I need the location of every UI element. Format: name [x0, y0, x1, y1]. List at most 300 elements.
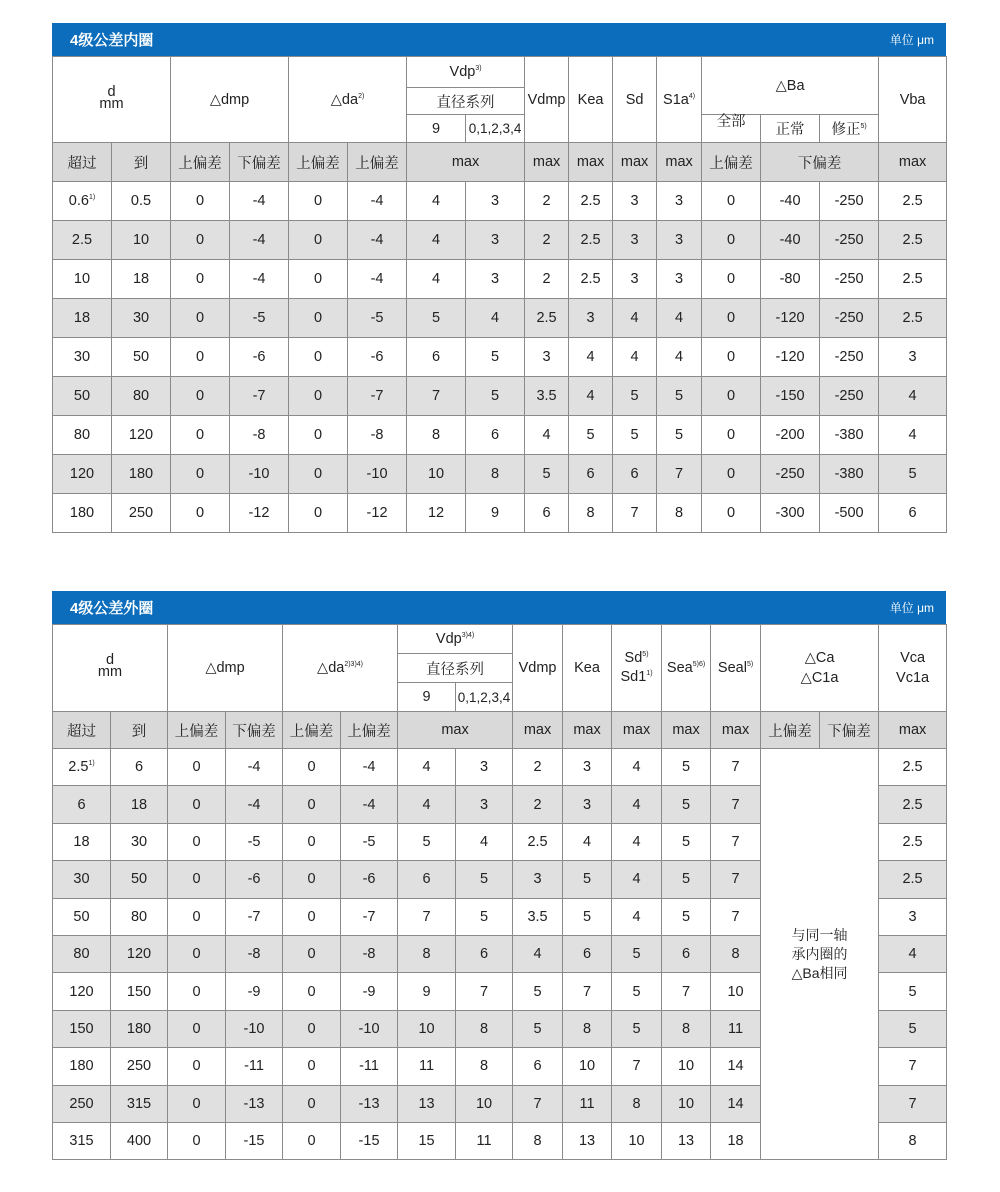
- table-cell-vdp9: 7: [398, 898, 456, 935]
- table-row: [53, 416, 947, 455]
- same-as-inner-ba-note: 与同一轴 承内圈的 △Ba相同: [761, 749, 879, 1160]
- outer-seal-header: Seal$^{5)}$: [711, 625, 761, 712]
- table-cell-to: 18: [111, 786, 168, 823]
- table-row: [53, 338, 947, 377]
- outer-vdmp-header: Vdmp: [513, 625, 563, 712]
- table-cell-dmp-u: 0: [171, 221, 230, 260]
- table-cell-sd: 4: [612, 786, 662, 823]
- table-cell-vdp0: 7: [456, 973, 513, 1010]
- table-cell-over: 180: [53, 1048, 111, 1085]
- table-cell-to: 80: [111, 898, 168, 935]
- table-cell-over: 80: [53, 416, 112, 455]
- inner-sub-over: 超过: [53, 143, 112, 182]
- table-cell-vdmp: 5: [525, 455, 569, 494]
- outer-sub-upper: 上偏差: [761, 712, 820, 749]
- table-cell-ba-n: -250: [761, 455, 820, 494]
- table-row: [53, 377, 947, 416]
- outer-sub-upper: 上偏差: [283, 712, 341, 749]
- inner-sub-upper: 上偏差: [702, 143, 761, 182]
- table-cell-da-l: -5: [348, 299, 407, 338]
- table-cell-seal: 7: [711, 823, 761, 860]
- table-cell-kea: 2.5: [569, 182, 613, 221]
- table-cell-vdp9: 4: [407, 182, 466, 221]
- table-cell-vba: 6: [879, 494, 947, 533]
- inner-s1a-header: $S1a^{4)}$: [657, 57, 702, 143]
- table-cell-dmp-u: 0: [168, 1085, 226, 1122]
- table-cell-dmp-l: -5: [226, 823, 283, 860]
- table-cell-vdp9: 9: [398, 973, 456, 1010]
- table-cell-sd: 4: [612, 823, 662, 860]
- table-cell-sd: 4: [612, 749, 662, 786]
- table-cell-dmp-u: 0: [168, 749, 226, 786]
- outer-diam-series-header: 直径系列: [398, 654, 513, 683]
- table-cell-da-u: 0: [283, 823, 341, 860]
- table-cell-vdp9: 6: [407, 338, 466, 377]
- table-cell-dmp-u: 0: [168, 861, 226, 898]
- table-cell-vba: 5: [879, 455, 947, 494]
- inner-sub-max: max: [569, 143, 613, 182]
- table-cell-over: 18: [53, 299, 112, 338]
- table-cell-s1a: 4: [657, 299, 702, 338]
- table-cell-to: 0.5: [112, 182, 171, 221]
- table-cell-sd: 5: [612, 935, 662, 972]
- table-cell-dmp-l: -6: [230, 338, 289, 377]
- table-cell-dmp-u: 0: [171, 260, 230, 299]
- table-cell-vdp0: 8: [466, 455, 525, 494]
- table-cell-sd: 3: [613, 260, 657, 299]
- table-cell-da-u: 0: [283, 935, 341, 972]
- table-cell-vba: 3: [879, 338, 947, 377]
- table-cell-da-u: 0: [283, 898, 341, 935]
- table-cell-ba-u: 0: [702, 377, 761, 416]
- table-cell-vdmp: 2: [525, 260, 569, 299]
- table-cell-vdp9: 6: [398, 861, 456, 898]
- table-cell-vdp9: 4: [407, 221, 466, 260]
- table-cell-s1a: 7: [657, 455, 702, 494]
- table-cell-vca: 5: [879, 1010, 947, 1047]
- table-cell-dmp-l: -10: [226, 1010, 283, 1047]
- table-cell-kea: 11: [563, 1085, 612, 1122]
- table-cell-da-l: -6: [348, 338, 407, 377]
- table-cell-vdp0: 6: [466, 416, 525, 455]
- table-cell-vdmp: 2.5: [513, 823, 563, 860]
- table-cell-ba-u: 0: [702, 260, 761, 299]
- outer-vca-header: Vca Vc1a: [879, 625, 947, 712]
- table-cell-vdp0: 6: [456, 935, 513, 972]
- table-cell-ba-n: -40: [761, 182, 820, 221]
- inner-sub-upper: 上偏差: [348, 143, 407, 182]
- table-cell-sd: 7: [613, 494, 657, 533]
- table-cell-vdp9: 8: [407, 416, 466, 455]
- table-cell-vca: 7: [879, 1048, 947, 1085]
- outer-sub-max: max: [612, 712, 662, 749]
- table-cell-to: 120: [111, 935, 168, 972]
- table-cell-kea: 13: [563, 1122, 612, 1159]
- table-cell-s1a: 3: [657, 182, 702, 221]
- table-cell-s1a: 5: [657, 416, 702, 455]
- table-cell-vdp9: 15: [398, 1122, 456, 1159]
- table-cell-vdmp: 7: [513, 1085, 563, 1122]
- outer-ring-title: 4级公差外圈: [70, 600, 154, 617]
- table-cell-sea: 7: [662, 973, 711, 1010]
- inner-sub-max: max: [879, 143, 947, 182]
- table-cell-vdp0: 5: [466, 377, 525, 416]
- table-cell-vca: 2.5: [879, 749, 947, 786]
- outer-series-01234-header: 0,1,2,3,4: [456, 683, 513, 712]
- table-cell-dmp-u: 0: [168, 1010, 226, 1047]
- outer-sub-max: max: [398, 712, 513, 749]
- table-cell-dmp-u: 0: [171, 455, 230, 494]
- table-cell-da-l: -11: [341, 1048, 398, 1085]
- inner-vba-header: Vba: [879, 57, 947, 143]
- table-cell-seal: 11: [711, 1010, 761, 1047]
- inner-ba-modified-header: 修正$^{5)}$: [820, 115, 879, 143]
- table-cell-kea: 3: [569, 299, 613, 338]
- table-cell-kea: 6: [563, 935, 612, 972]
- table-cell-da-l: -5: [341, 823, 398, 860]
- table-cell-to: 30: [111, 823, 168, 860]
- table-cell-s1a: 4: [657, 338, 702, 377]
- table-cell-sea: 10: [662, 1048, 711, 1085]
- table-row: [53, 182, 947, 221]
- table-cell-ba-n: -40: [761, 221, 820, 260]
- outer-sub-upper: 上偏差: [341, 712, 398, 749]
- table-cell-dmp-l: -11: [226, 1048, 283, 1085]
- inner-sub-upper: 上偏差: [289, 143, 348, 182]
- table-cell-over: 250: [53, 1085, 111, 1122]
- table-cell-vdp9: 13: [398, 1085, 456, 1122]
- table-cell-to: 50: [111, 861, 168, 898]
- table-cell-sd: 4: [612, 898, 662, 935]
- table-cell-over: 150: [53, 1010, 111, 1047]
- outer-sub-to: 到: [111, 712, 168, 749]
- table-cell-dmp-l: -4: [226, 749, 283, 786]
- inner-series-01234-header: 0,1,2,3,4: [466, 115, 525, 143]
- table-cell-to: 315: [111, 1085, 168, 1122]
- table-cell-vdp0: 8: [456, 1048, 513, 1085]
- table-cell-sd: 4: [612, 861, 662, 898]
- table-cell-vdp9: 8: [398, 935, 456, 972]
- table-cell-vdp0: 5: [456, 861, 513, 898]
- table-cell-da-l: -9: [341, 973, 398, 1010]
- table-cell-vdp0: 3: [466, 221, 525, 260]
- table-cell-s1a: 8: [657, 494, 702, 533]
- inner-ring-unit: 单位 μm: [889, 33, 934, 47]
- table-cell-dmp-l: -12: [230, 494, 289, 533]
- table-cell-da-l: -13: [341, 1085, 398, 1122]
- table-cell-sd: 4: [613, 299, 657, 338]
- table-cell-sd: 7: [612, 1048, 662, 1085]
- table-row: [53, 260, 947, 299]
- table-cell-over: 120: [53, 973, 111, 1010]
- table-cell-da-u: 0: [283, 1010, 341, 1047]
- table-cell-ba-n: -200: [761, 416, 820, 455]
- table-cell-vdp9: 10: [407, 455, 466, 494]
- inner-ring-title: 4级公差内圈: [70, 32, 154, 49]
- outer-dmp-header: △dmp: [168, 625, 283, 712]
- table-cell-da-l: -8: [348, 416, 407, 455]
- table-cell-over: 30: [53, 861, 111, 898]
- table-cell-vdp9: 10: [398, 1010, 456, 1047]
- outer-sub-upper: 上偏差: [168, 712, 226, 749]
- table-cell-vdp0: 3: [466, 182, 525, 221]
- table-cell-vba: 2.5: [879, 182, 947, 221]
- table-row: [53, 455, 947, 494]
- table-cell-dmp-l: -7: [230, 377, 289, 416]
- inner-sub-max: max: [613, 143, 657, 182]
- table-cell-sd: 4: [613, 338, 657, 377]
- table-cell-kea: 5: [563, 861, 612, 898]
- table-cell-kea: 2.5: [569, 260, 613, 299]
- table-cell-da-l: -4: [348, 221, 407, 260]
- table-cell-da-l: -10: [348, 455, 407, 494]
- inner-sub-max: max: [407, 143, 525, 182]
- table-cell-ba-m: -250: [820, 299, 879, 338]
- table-cell-to: 30: [112, 299, 171, 338]
- outer-da-header: $\triangle da^{2)3)4)}$: [283, 625, 398, 712]
- table-cell-vdmp: 2: [525, 182, 569, 221]
- inner-sub-lower: 下偏差: [230, 143, 289, 182]
- table-cell-seal: 10: [711, 973, 761, 1010]
- table-cell-vca: 2.5: [879, 823, 947, 860]
- table-cell-da-u: 0: [283, 786, 341, 823]
- inner-sub-max: max: [657, 143, 702, 182]
- table-cell-over: 50: [53, 898, 111, 935]
- table-row: [53, 299, 947, 338]
- table-cell-seal: 14: [711, 1048, 761, 1085]
- table-cell-da-l: -4: [348, 260, 407, 299]
- table-cell-ba-m: -250: [820, 182, 879, 221]
- inner-sub-upper: 上偏差: [171, 143, 230, 182]
- table-cell-ba-n: -300: [761, 494, 820, 533]
- table-cell-sd: 3: [613, 221, 657, 260]
- outer-ring-title-bar: [52, 591, 946, 624]
- table-cell-vca: 4: [879, 935, 947, 972]
- table-cell-vdp0: 3: [456, 786, 513, 823]
- table-cell-da-u: 0: [289, 377, 348, 416]
- table-cell-kea: 5: [563, 898, 612, 935]
- table-cell-da-u: 0: [289, 338, 348, 377]
- table-cell-dmp-u: 0: [171, 494, 230, 533]
- table-cell-ba-m: -250: [820, 260, 879, 299]
- table-cell-sd: 5: [612, 1010, 662, 1047]
- table-cell-vdp0: 8: [456, 1010, 513, 1047]
- inner-ba-header: △Ba: [702, 57, 879, 115]
- inner-sub-max: max: [525, 143, 569, 182]
- table-cell-vdmp: 8: [513, 1122, 563, 1159]
- table-cell-dmp-u: 0: [168, 1122, 226, 1159]
- table-cell-dmp-l: -4: [230, 221, 289, 260]
- table-cell-dmp-l: -7: [226, 898, 283, 935]
- table-cell-kea: 3: [563, 786, 612, 823]
- outer-sd-header: Sd$^{5)}$ Sd1$^{1)}$: [612, 625, 662, 712]
- table-cell-vdmp: 6: [525, 494, 569, 533]
- table-row: [53, 221, 947, 260]
- table-cell-to: 180: [111, 1010, 168, 1047]
- outer-series-9-header: 9: [398, 683, 456, 712]
- inner-series-9-header: 9: [407, 115, 466, 143]
- table-cell-sd: 8: [612, 1085, 662, 1122]
- table-cell-ba-m: -500: [820, 494, 879, 533]
- table-cell-vdp0: 10: [456, 1085, 513, 1122]
- table-cell-sea: 5: [662, 861, 711, 898]
- outer-ca-header: △Ca △C1a: [761, 625, 879, 712]
- inner-vdp-header: Vdp$^{3)}$: [407, 57, 525, 88]
- table-cell-vca: 5: [879, 973, 947, 1010]
- table-cell-sd: 5: [612, 973, 662, 1010]
- table-cell-dmp-u: 0: [168, 823, 226, 860]
- outer-vdp-header: Vdp$^{3)4)}$: [398, 625, 513, 654]
- table-cell-dmp-l: -4: [226, 786, 283, 823]
- table-cell-da-u: 0: [289, 260, 348, 299]
- table-cell-vdmp: 2: [513, 786, 563, 823]
- table-cell-vdp0: 5: [456, 898, 513, 935]
- table-cell-sea: 5: [662, 749, 711, 786]
- table-cell-sd: 5: [613, 377, 657, 416]
- table-cell-vdp9: 4: [398, 749, 456, 786]
- table-cell-vdmp: 4: [525, 416, 569, 455]
- table-cell-sea: 5: [662, 823, 711, 860]
- table-cell-da-l: -12: [348, 494, 407, 533]
- table-cell-over: 10: [53, 260, 112, 299]
- table-cell-da-u: 0: [283, 861, 341, 898]
- table-cell-vca: 2.5: [879, 861, 947, 898]
- table-cell-da-u: 0: [289, 416, 348, 455]
- table-cell-dmp-u: 0: [168, 898, 226, 935]
- inner-diam-series-header: 直径系列: [407, 88, 525, 115]
- table-cell-to: 80: [112, 377, 171, 416]
- table-cell-vdp0: 4: [466, 299, 525, 338]
- table-cell-vdmp: 3: [525, 338, 569, 377]
- table-cell-ba-u: 0: [702, 221, 761, 260]
- table-cell-sea: 5: [662, 898, 711, 935]
- table-cell-da-u: 0: [283, 1085, 341, 1122]
- table-cell-kea: 10: [563, 1048, 612, 1085]
- table-cell-over: 18: [53, 823, 111, 860]
- table-cell-dmp-l: -9: [226, 973, 283, 1010]
- table-cell-vdmp: 3.5: [513, 898, 563, 935]
- table-cell-dmp-l: -8: [226, 935, 283, 972]
- table-cell-over: 6: [53, 786, 111, 823]
- table-cell-to: 150: [111, 973, 168, 1010]
- table-cell-to: 50: [112, 338, 171, 377]
- table-cell-dmp-l: -8: [230, 416, 289, 455]
- table-cell-da-l: -7: [341, 898, 398, 935]
- table-cell-s1a: 3: [657, 221, 702, 260]
- table-cell-vca: 3: [879, 898, 947, 935]
- table-cell-seal: 7: [711, 898, 761, 935]
- table-cell-over: 2.5$^{1)}$: [53, 749, 111, 786]
- table-cell-da-u: 0: [289, 455, 348, 494]
- table-cell-vdmp: 2: [513, 749, 563, 786]
- table-cell-da-u: 0: [289, 299, 348, 338]
- table-cell-seal: 18: [711, 1122, 761, 1159]
- inner-ring-table-section: [52, 23, 946, 533]
- outer-sub-max: max: [563, 712, 612, 749]
- table-cell-vba: 2.5: [879, 299, 947, 338]
- table-cell-over: 2.5: [53, 221, 112, 260]
- table-cell-da-l: -15: [341, 1122, 398, 1159]
- table-cell-kea: 6: [569, 455, 613, 494]
- table-cell-vdp9: 7: [407, 377, 466, 416]
- table-cell-ba-n: -120: [761, 299, 820, 338]
- table-cell-vdp9: 4: [407, 260, 466, 299]
- table-cell-sea: 13: [662, 1122, 711, 1159]
- table-cell-to: 18: [112, 260, 171, 299]
- outer-sub-lower: 下偏差: [820, 712, 879, 749]
- table-cell-da-l: -7: [348, 377, 407, 416]
- table-cell-vdp0: 3: [456, 749, 513, 786]
- outer-kea-header: Kea: [563, 625, 612, 712]
- table-cell-over: 315: [53, 1122, 111, 1159]
- inner-da-header: $\triangle da^{2)}$: [289, 57, 407, 143]
- table-cell-vdp9: 4: [398, 786, 456, 823]
- table-cell-da-u: 0: [283, 749, 341, 786]
- table-cell-vdmp: 2: [525, 221, 569, 260]
- table-cell-to: 120: [112, 416, 171, 455]
- table-cell-da-u: 0: [283, 1048, 341, 1085]
- inner-vdmp-header: Vdmp: [525, 57, 569, 143]
- table-cell-ba-n: -80: [761, 260, 820, 299]
- table-cell-to: 6: [111, 749, 168, 786]
- outer-sub-max: max: [879, 712, 947, 749]
- table-cell-dmp-u: 0: [168, 1048, 226, 1085]
- table-cell-ba-m: -250: [820, 221, 879, 260]
- outer-sub-lower: 下偏差: [226, 712, 283, 749]
- table-cell-da-u: 0: [289, 182, 348, 221]
- table-cell-da-u: 0: [289, 221, 348, 260]
- table-cell-seal: 8: [711, 935, 761, 972]
- table-cell-vdp0: 4: [456, 823, 513, 860]
- table-cell-vdp0: 5: [466, 338, 525, 377]
- table-cell-vba: 4: [879, 416, 947, 455]
- table-cell-dmp-l: -6: [226, 861, 283, 898]
- table-cell-sea: 5: [662, 786, 711, 823]
- inner-ba-all-header: 全部: [702, 107, 761, 135]
- table-cell-vdmp: 5: [513, 1010, 563, 1047]
- table-cell-ba-n: -150: [761, 377, 820, 416]
- table-cell-over: 120: [53, 455, 112, 494]
- table-cell-vca: 8: [879, 1122, 947, 1159]
- inner-ring-table: [52, 56, 947, 533]
- table-cell-dmp-u: 0: [171, 299, 230, 338]
- table-cell-sd: 3: [613, 182, 657, 221]
- table-cell-da-u: 0: [289, 494, 348, 533]
- outer-ring-table-section: [52, 591, 946, 1160]
- table-cell-vba: 2.5: [879, 260, 947, 299]
- table-cell-kea: 8: [563, 1010, 612, 1047]
- table-cell-over: 180: [53, 494, 112, 533]
- inner-sd-header: Sd: [613, 57, 657, 143]
- inner-sub-to: 到: [112, 143, 171, 182]
- inner-sub-lower: 下偏差: [761, 143, 879, 182]
- table-cell-dmp-u: 0: [168, 935, 226, 972]
- table-cell-kea: 7: [563, 973, 612, 1010]
- table-cell-kea: 4: [569, 338, 613, 377]
- table-cell-ba-u: 0: [702, 494, 761, 533]
- inner-ba-normal-header: 正常: [761, 115, 820, 143]
- table-cell-da-u: 0: [283, 1122, 341, 1159]
- table-cell-da-l: -4: [341, 786, 398, 823]
- table-cell-dmp-l: -4: [230, 182, 289, 221]
- table-cell-ba-u: 0: [702, 299, 761, 338]
- table-cell-to: 250: [112, 494, 171, 533]
- table-cell-ba-m: -250: [820, 377, 879, 416]
- table-cell-seal: 14: [711, 1085, 761, 1122]
- table-cell-over: 30: [53, 338, 112, 377]
- table-cell-vdmp: 5: [513, 973, 563, 1010]
- table-cell-s1a: 5: [657, 377, 702, 416]
